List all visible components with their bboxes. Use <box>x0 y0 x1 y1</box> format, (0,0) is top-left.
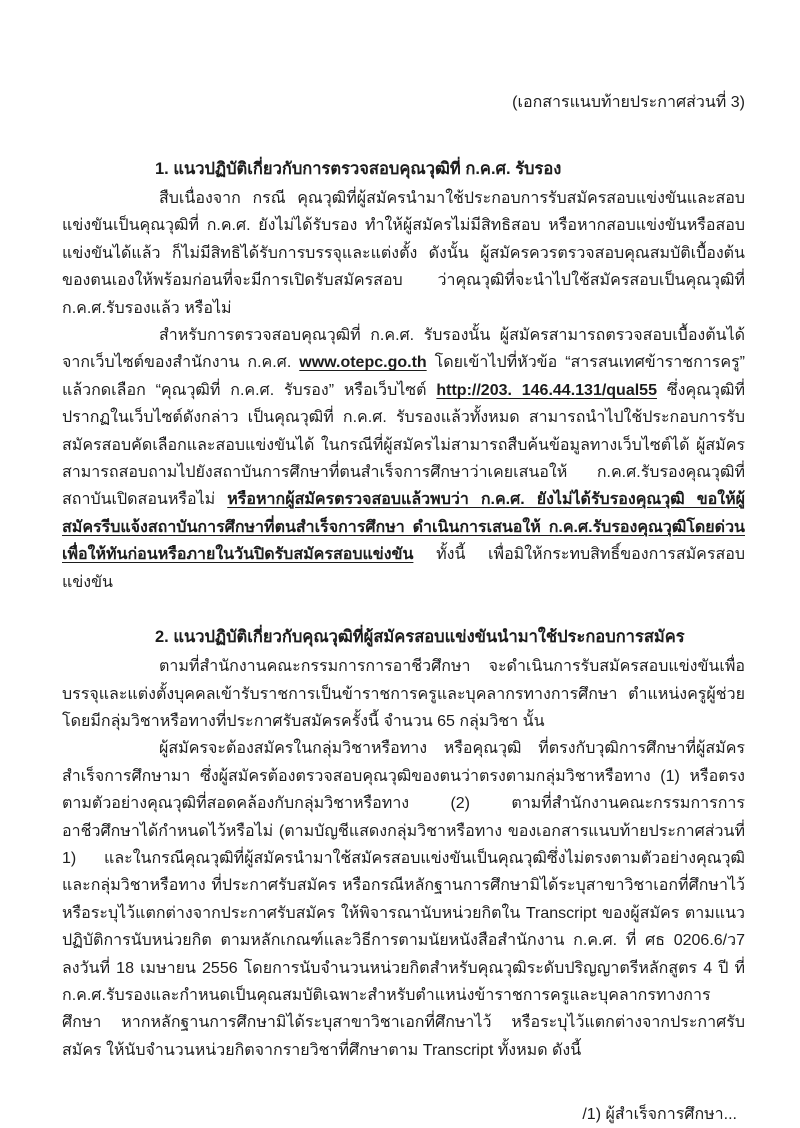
otepc-url: www.otepc.go.th <box>299 354 427 372</box>
text-run: ตามที่สำนักงานคณะกรรมการการอาชีวศึกษา จะดำเนินการรับสมัครสอบแข่งขันเพื่อบรรจุและแต่งตั้งบุคคลเข้ารับราชการเป็นข้าราชการครูและบุคลากรทางการศึกษา ตำแหน่งครูผู้ช่วย โดยมีกลุ่มวิชาหรือทางที่ประกาศรับสมัครครั้งนี้ จำนวน 65 กลุ่มวิชา นั้น <box>62 658 745 730</box>
text-run: สำหรับการตรวจสอบคุณวุฒิที่ ก.ค.ศ. รับรองนั้น ผู้สมัครสามารถตรวจสอบเบื้องต้นได้จากเว็บไซต์ของสำนักงาน ก.ค.ศ. <box>62 327 745 372</box>
attachment-corner-note: (เอกสารแนบท้ายประกาศส่วนที่ 3) <box>512 94 745 111</box>
text-run: สืบเนื่องจาก กรณี คุณวุฒิที่ผู้สมัครนำมาใช้ประกอบการรับสมัครสอบแข่งขันและสอบแข่งขันเป็นคุณวุฒิที่ ก.ค.ศ. ยังไม่ได้รับรอง ทำให้ผู้สมัครไม่มีสิทธิสอบ หรือหากสอบแข่งขันหรือสอบแข่งขันได้แล้ว ก็ไม่มีสิทธิได้รับการบรรจุและแต่งตั้ง ดังนั้น ผู้สมัครควรตรวจสอบคุณสมบัติเบื้องต้นของตนเองให้พร้อมก่อนที่จะมีการเปิดรับสมัครสอบ ว่าคุณวุฒิที่จะนำไปใช้สมัครสอบเป็นคุณวุฒิที่ ก.ค.ศ.รับรองแล้ว หรือไม่ <box>62 190 745 317</box>
paragraph <box>62 185 745 322</box>
qual55-url: http://203. 146.44.131/qual55 <box>436 381 657 399</box>
section-1 <box>62 156 745 596</box>
urgent-notice-text: หรือหากผู้สมัครตรวจสอบแล้วพบว่า ก.ค.ศ. ยังไม่ได้รับรองคุณวุฒิ ขอให้ผู้สมัครรีบแจ้งสถาบันการศึกษาที่ตนสำเร็จการศึกษา ดำเนินการเสนอให้ ก.ค.ศ.รับรองคุณวุฒิโดยด่วน เพื่อให้ทันก่อนหรือภายในวันปิดรับสมัครสอบแข่งขัน <box>62 491 745 564</box>
section-heading: 2. แนวปฏิบัติเกี่ยวกับคุณวุฒิที่ผู้สมัครสอบแข่งขันนำมาใช้ประกอบการสมัคร <box>155 628 685 647</box>
text-run: ทั้งนี้ เพื่อมิให้กระทบสิทธิ์ของการสมัครสอบแข่งขัน <box>62 546 745 591</box>
section-2 <box>62 624 745 1064</box>
continuation-note: /1) ผู้สำเร็จการศึกษา... <box>582 1106 737 1124</box>
paragraph <box>62 735 745 1064</box>
text-run: โดยเข้าไปที่หัวข้อ “สารสนเทศข้าราชการครู” แล้วกดเลือก “คุณวุฒิที่ ก.ค.ศ. รับรอง” หรือเว็บไซต์ <box>62 354 745 399</box>
paragraph <box>62 322 745 596</box>
paragraph <box>62 653 745 735</box>
text-run: ซึ่งคุณวุฒิที่ปรากฏในเว็บไซต์ดังกล่าว เป็นคุณวุฒิที่ ก.ค.ศ. รับรองแล้วทั้งหมด สามารถนำไปใช้ประกอบการรับสมัครสอบคัดเลือกและสอบแข่งขันได้ ในกรณีที่ผู้สมัครไม่สามารถสืบค้นข้อมูลทางเว็บไซต์ได้ ผู้สมัครสามารถสอบถามไปยังสถาบันการศึกษาที่ตนสำเร็จการศึกษาว่าเคยเสนอให้ ก.ค.ศ.รับรองคุณวุฒิที่สถาบันเปิดสอนหรือไม่ <box>62 381 746 509</box>
document-body <box>62 156 745 1064</box>
section-heading: 1. แนวปฏิบัติเกี่ยวกับการตรวจสอบคุณวุฒิที่ ก.ค.ศ. รับรอง <box>155 160 562 178</box>
text-run: ผู้สมัครจะต้องสมัครในกลุ่มวิชาหรือทาง หรือคุณวุฒิ ที่ตรงกับวุฒิการศึกษาที่ผู้สมัครสำเร็จการศึกษามา ซึ่งผู้สมัครต้องตรวจสอบคุณวุฒิของตนว่าตรงตามกลุ่มวิชาหรือทาง (1) หรือตรงตามตัวอย่างคุณวุฒิที่สอดคล้องกับกลุ่มวิชาหรือทาง (2) ตามที่สำนักงานคณะกรรมการการอาชีวศึกษาได้กำหนดไว้หรือไม่ (ตามบัญชีแสดงกลุ่มวิชาหรือทาง ของเอกสารแนบท้ายประกาศส่วนที่ 1) และในกรณีคุณวุฒิที่ผู้สมัครนำมาใช้สมัครสอบแข่งขันเป็นคุณวุฒิซึ่งไม่ตรงตามตัวอย่างคุณวุฒิและกลุ่มวิชาหรือทาง ที่ประกาศรับสมัคร หรือกรณีหลักฐานการศึกษามิได้ระบุสาขาวิชาเอกที่ศึกษาไว้ หรือระบุไว้แตกต่างจากประกาศรับสมัคร ให้พิจารณานับหน่วยกิตใน Transcript ของผู้สมัคร ตามแนวปฏิบัติการนับหน่วยกิต ตามหลักเกณฑ์และวิธีการตามนัยหนังสือสำนักงาน ก.ค.ศ. ที่ ศธ 0206.6/ว7 ลงวันที่ 18 เมษายน 2556 โดยการนับจำนวนหน่วยกิตสำหรับคุณวุฒิระดับปริญญาตรีหลักสูตร 4 ปี ที่ ก.ค.ศ.รับรองและกำหนดเป็นคุณสมบัติเฉพาะสำหรับตำแหน่งข้าราชการครูและบุคลากรทางการศึกษา หากหลักฐานการศึกษามิได้ระบุสาขาวิชาเอกที่ศึกษาไว้ หรือระบุไว้แตกต่างจากประกาศรับสมัคร ให้นับจำนวนหน่วยกิตจากรายวิชาที่ศึกษาตาม Transcript ทั้งหมด ดังนี้ <box>62 740 745 1059</box>
